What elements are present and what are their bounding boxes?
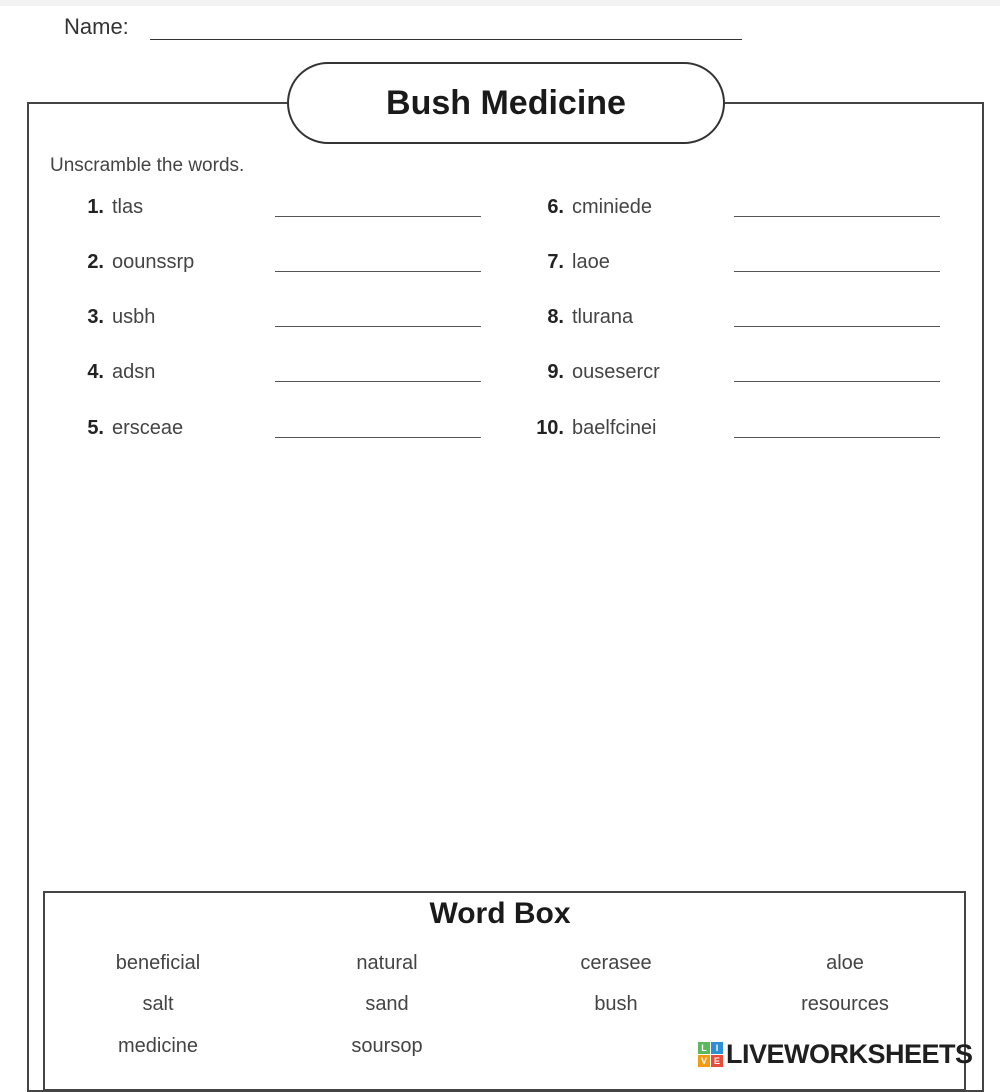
item-number: 8. xyxy=(547,306,564,328)
word-box-word: cerasee xyxy=(580,952,652,974)
item-number: 4. xyxy=(87,361,104,383)
item-number: 2. xyxy=(87,251,104,273)
word-box-word: soursop xyxy=(351,1035,423,1057)
answer-input[interactable] xyxy=(734,437,940,438)
top-band xyxy=(0,0,1000,6)
liveworksheets-logo-text: LIVEWORKSHEETS xyxy=(726,1038,973,1069)
name-line xyxy=(150,39,742,40)
answer-input[interactable] xyxy=(734,381,940,382)
liveworksheets-logo xyxy=(698,1038,973,1070)
liveworksheets-logo-icon xyxy=(698,1042,723,1067)
item-number: 6. xyxy=(547,196,564,218)
item-number: 10. xyxy=(536,417,564,439)
worksheet-title: Bush Medicine xyxy=(287,62,725,144)
word-box-word: bush xyxy=(594,993,638,1015)
item-number: 7. xyxy=(547,251,564,273)
scrambled-word: tlurana xyxy=(572,306,634,328)
scrambled-word: adsn xyxy=(112,361,156,383)
word-box-word: natural xyxy=(356,952,418,974)
word-box-word: salt xyxy=(142,993,174,1015)
item-number: 1. xyxy=(87,196,104,218)
logo-tile-v: V xyxy=(698,1055,710,1067)
scrambled-word: usbh xyxy=(112,306,156,328)
answer-input[interactable] xyxy=(734,326,940,327)
scrambled-word: laoe xyxy=(572,251,610,273)
logo-tile-l: L xyxy=(698,1042,710,1054)
scrambled-word: ousesercr xyxy=(572,361,660,383)
word-box-title: Word Box xyxy=(429,897,571,930)
answer-input[interactable] xyxy=(275,381,481,382)
scrambled-word: ersceae xyxy=(112,417,184,439)
item-number: 5. xyxy=(87,417,104,439)
word-box-word: resources xyxy=(801,993,889,1015)
scrambled-word: cminiede xyxy=(572,196,653,218)
answer-input[interactable] xyxy=(734,216,940,217)
answer-input[interactable] xyxy=(275,437,481,438)
answer-input[interactable] xyxy=(734,271,940,272)
word-box-word: medicine xyxy=(117,1035,199,1057)
instruction-text: Unscramble the words. xyxy=(50,155,245,176)
answer-input[interactable] xyxy=(275,326,481,327)
logo-tile-i: I xyxy=(711,1042,723,1054)
word-box-word: aloe xyxy=(826,952,864,974)
answer-input[interactable] xyxy=(275,216,481,217)
word-box-word: sand xyxy=(365,993,409,1015)
logo-tile-e: E xyxy=(711,1055,723,1067)
item-number: 3. xyxy=(87,306,104,328)
item-number: 9. xyxy=(547,361,564,383)
name-label: Name: xyxy=(64,14,129,39)
scrambled-word: tlas xyxy=(112,196,144,218)
scrambled-word: baelfcinei xyxy=(572,417,657,439)
answer-input[interactable] xyxy=(275,271,481,272)
word-box-word: beneficial xyxy=(115,952,201,974)
scrambled-word: oounssrp xyxy=(112,251,195,273)
